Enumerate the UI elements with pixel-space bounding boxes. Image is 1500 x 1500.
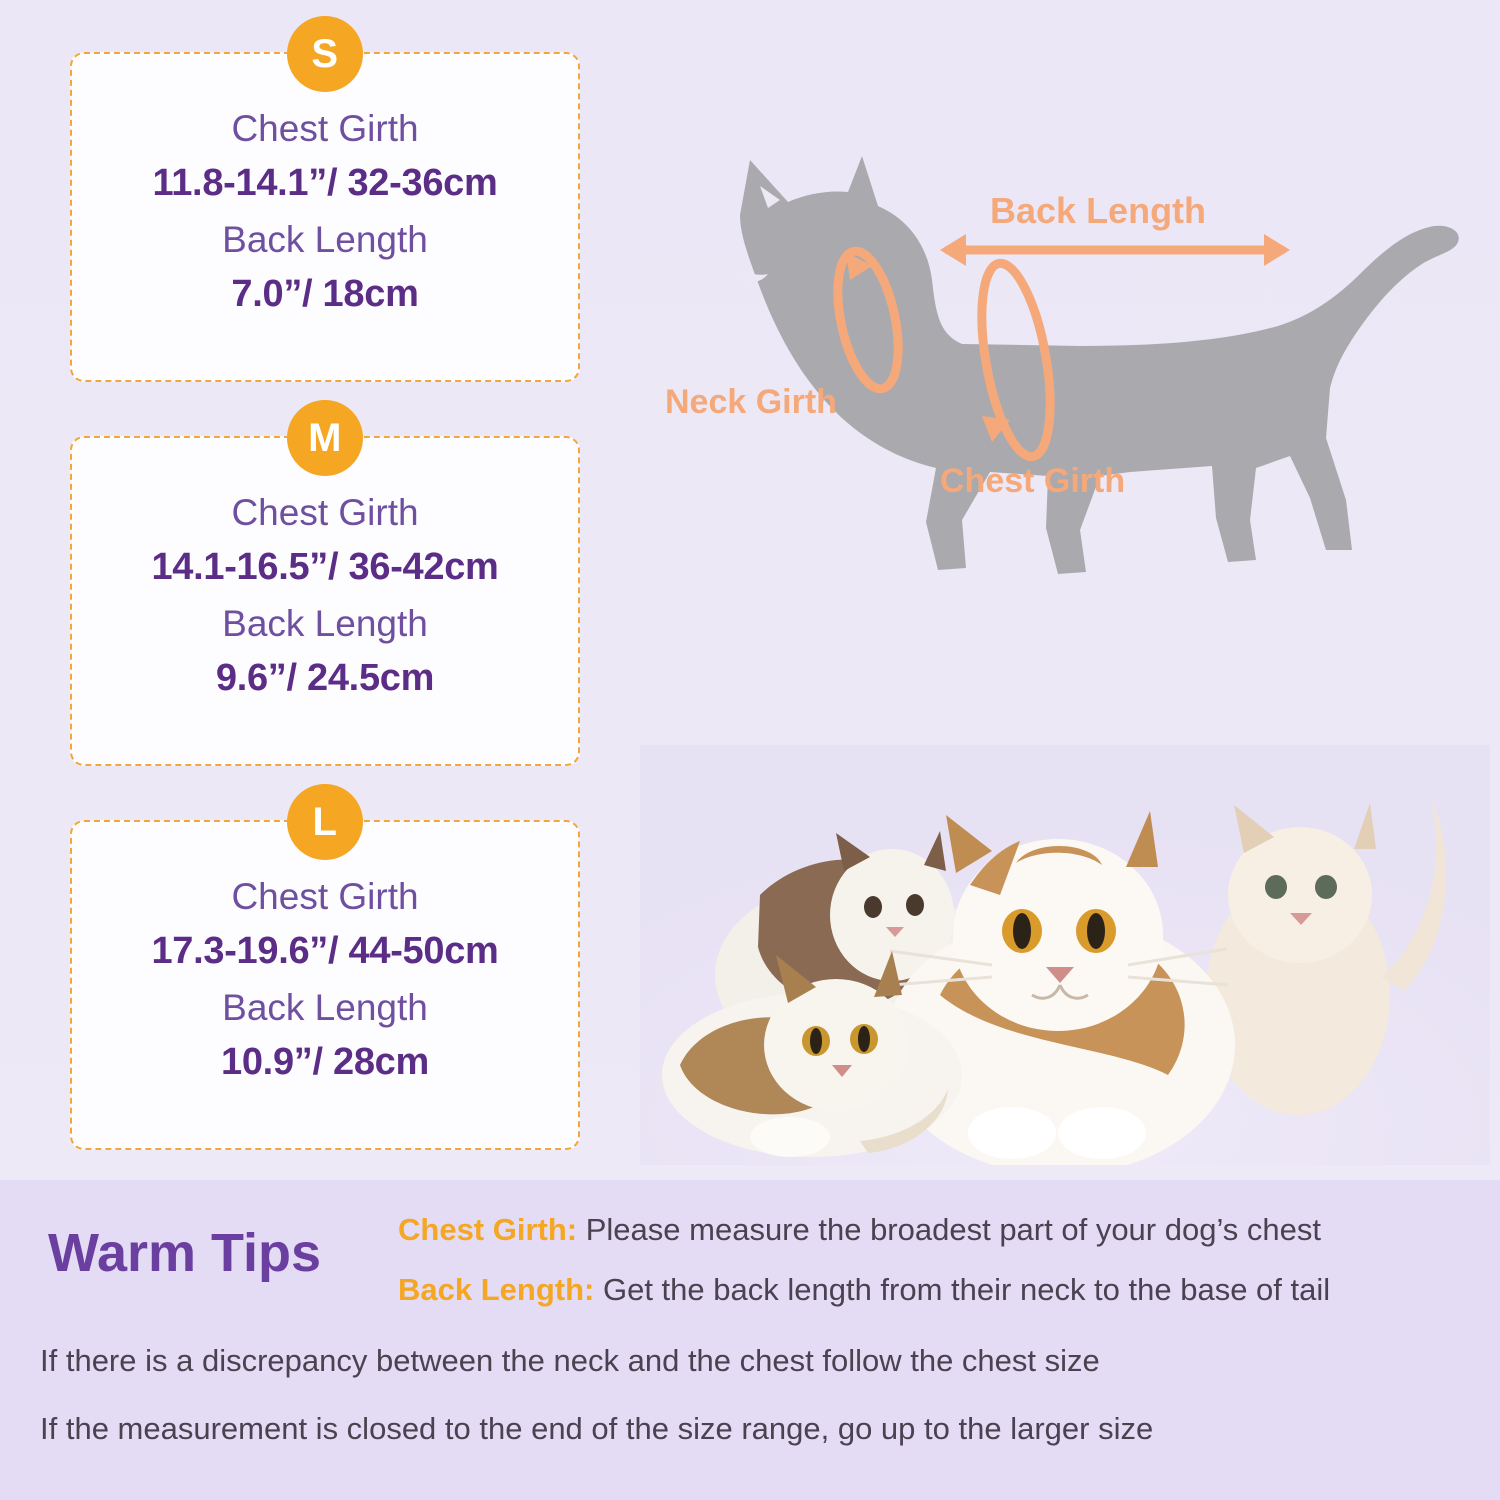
size-badge-s: S — [287, 16, 363, 92]
tip-row-back-length — [398, 1272, 1330, 1308]
back-length-value-l: 10.9”/ 28cm — [221, 1041, 429, 1084]
chest-girth-value-m: 14.1-16.5”/ 36-42cm — [151, 545, 499, 588]
size-badge-l: L — [287, 784, 363, 860]
chest-girth-label-m: Chest Girth — [231, 492, 419, 533]
back-length-label-l: Back Length — [222, 987, 428, 1029]
chest-girth-label-s: Chest Girth — [231, 108, 419, 149]
size-cards — [70, 32, 580, 1150]
tip-key-back-length: Back Length: — [398, 1272, 595, 1307]
tip-text-chest-girth: Please measure the broadest part of your dog’s chest — [577, 1212, 1321, 1247]
back-length-label-m: Back Length — [222, 603, 428, 645]
tip-note-1: If there is a discrepancy between the neck and the chest follow the chest size — [40, 1343, 1100, 1378]
chest-girth-label-l: Chest Girth — [231, 876, 419, 917]
size-card-m — [70, 416, 580, 766]
size-card-s — [70, 32, 580, 382]
chest-girth-value-l: 17.3-19.6”/ 44-50cm — [151, 929, 499, 972]
back-length-label-s: Back Length — [222, 219, 428, 261]
warm-tips-panel — [0, 1180, 1500, 1500]
chest-girth-value-s: 11.8-14.1”/ 32-36cm — [152, 161, 498, 204]
size-card-l — [70, 800, 580, 1150]
four-cats-image — [640, 745, 1490, 1165]
tip-key-chest-girth: Chest Girth: — [398, 1212, 578, 1247]
size-badge-m: M — [287, 400, 363, 476]
diagram-chest-girth-label: Chest Girth — [940, 462, 1126, 500]
diagram-neck-girth-label: Neck Girth — [665, 383, 837, 421]
measurement-diagram — [610, 120, 1480, 640]
cats-photo — [640, 745, 1490, 1165]
tip-note-2: If the measurement is closed to the end of the size range, go up to the larger size — [40, 1411, 1154, 1446]
back-length-value-s: 7.0”/ 18cm — [231, 273, 419, 316]
back-length-value-m: 9.6”/ 24.5cm — [215, 657, 435, 700]
tip-text-back-length: Get the back length from their neck to the base of tail — [594, 1272, 1331, 1307]
diagram-back-length-label: Back Length — [990, 190, 1207, 231]
warm-tips-title: Warm Tips — [48, 1223, 322, 1283]
tip-row-chest-girth — [398, 1212, 1321, 1248]
